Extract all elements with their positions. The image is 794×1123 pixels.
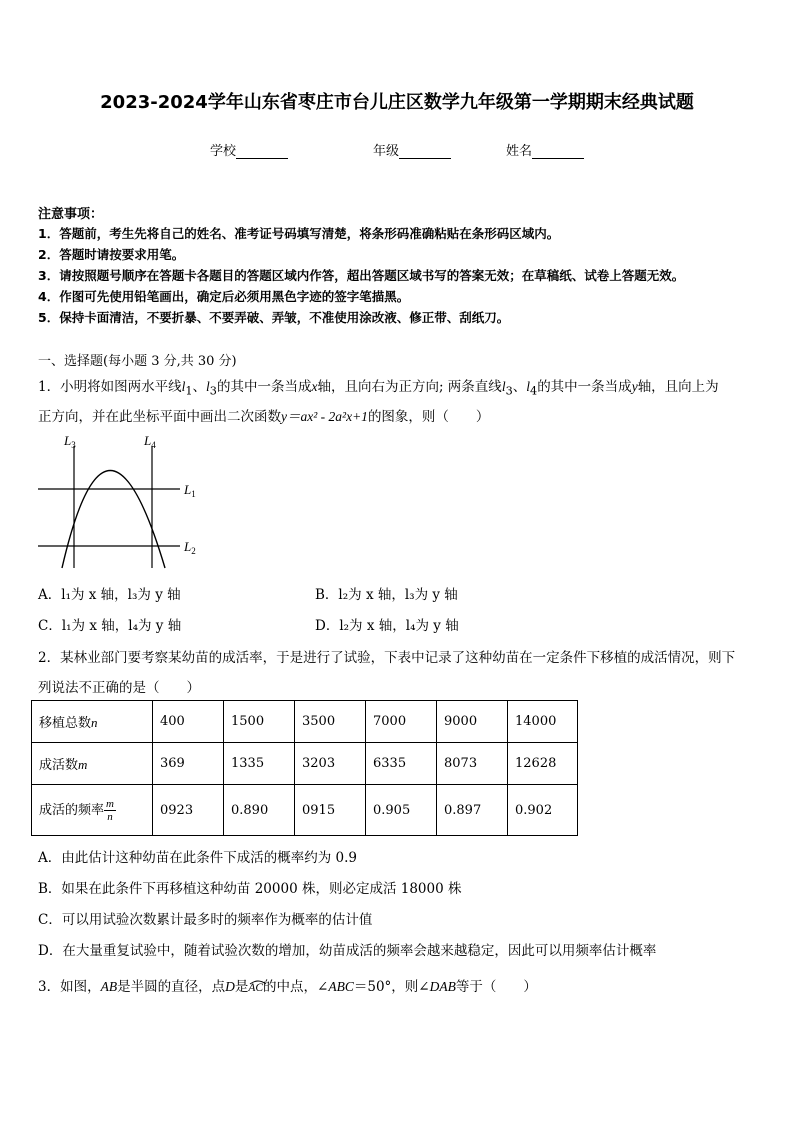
- table-cell: 8073: [437, 743, 508, 785]
- q3-text: 是: [234, 979, 249, 995]
- q3-text: 是半圆的直径，点: [117, 979, 226, 995]
- table-cell: 0923: [153, 785, 224, 836]
- q3-text: 3．如图，: [38, 979, 101, 995]
- survival-table: [31, 700, 578, 836]
- q1-text: 的其中一条当成: [537, 379, 632, 395]
- table-row: [32, 743, 578, 785]
- q1-option-b: B．l₂为 x 轴，l₃为 y 轴: [315, 587, 458, 603]
- table-cell: 0.905: [366, 785, 437, 836]
- q3-var: ABC: [328, 979, 354, 994]
- note-item: 4．作图可先使用铅笔画出，确定后必须用黑色字迹的签字笔描黑。: [38, 289, 410, 304]
- q1-text: 1．小明将如图两水平线: [38, 379, 182, 395]
- q2-option-a: A．由此估计这种幼苗在此条件下成活的概率约为 0.9: [38, 850, 358, 866]
- table-cell: 12628: [508, 743, 578, 785]
- q1-var: l: [526, 379, 531, 394]
- table-row: [32, 701, 578, 743]
- q1-sub: 3: [209, 384, 217, 398]
- q3-var: DAB: [429, 979, 456, 994]
- q3-var: AB: [100, 979, 118, 994]
- arc-ac: AC: [248, 982, 263, 994]
- table-cell: 7000: [366, 701, 437, 743]
- q1-formula: y＝ax² - 2a²x+1: [281, 409, 368, 424]
- q3-line: [38, 975, 537, 995]
- school-label: 学校: [210, 144, 237, 159]
- note-item: 1．答题前，考生先将自己的姓名、准考证号码填写清楚，将条形码准确粘贴在条形码区域内。: [38, 226, 560, 241]
- notes-heading: 注意事项：: [38, 207, 104, 222]
- table-cell: 0.890: [224, 785, 295, 836]
- table-cell: 369: [153, 743, 224, 785]
- q1-option-d: D．l₂为 x 轴，l₄为 y 轴: [315, 618, 459, 634]
- name-label: 姓名: [506, 144, 533, 159]
- table-cell: 1500: [224, 701, 295, 743]
- q1-var: y: [631, 379, 638, 394]
- label-L4: $L_4$: [144, 433, 156, 450]
- q1-option-c: C．l₁为 x 轴，l₄为 y 轴: [38, 618, 182, 634]
- grade-blank: [399, 145, 451, 159]
- label-L2: $L_2$: [184, 539, 196, 556]
- table-row: [32, 785, 578, 836]
- q3-var: D: [225, 979, 235, 994]
- q1-text: 的其中一条当成: [216, 379, 312, 395]
- table-cell: 3203: [295, 743, 366, 785]
- q1-text: 轴，且向上为: [637, 379, 719, 395]
- table-cell: 14000: [508, 701, 578, 743]
- q1-text: 的图象，则（ ）: [367, 409, 490, 425]
- table-cell: 6335: [366, 743, 437, 785]
- label-L1: $L_1$: [184, 482, 196, 499]
- name-blank: [532, 145, 584, 159]
- q1-sub: 3: [505, 384, 513, 398]
- table-cell: 1335: [224, 743, 295, 785]
- table-cell: 0.902: [508, 785, 578, 836]
- q1-sep: 、: [512, 379, 527, 395]
- q1-line1: [38, 375, 719, 398]
- table-row-label: 成活的频率 $\frac{m}{n}$: [32, 785, 153, 836]
- q3-text: 等于（ ）: [455, 979, 537, 995]
- table-cell: 0.897: [437, 785, 508, 836]
- arc-mark-icon: [249, 979, 267, 985]
- q1-option-a: A．l₁为 x 轴，l₃为 y 轴: [38, 587, 181, 603]
- q2-line1: 2．某林业部门要考察某幼苗的成活率，于是进行了试验，下表中记录了这种幼苗在一定条件下移植的成活情况，则下: [38, 650, 736, 666]
- section-heading: 一、选择题(每小题 3 分,共 30 分): [38, 354, 237, 369]
- table-cell: 0915: [295, 785, 366, 836]
- q2-line2: 列说法不正确的是（ ）: [38, 680, 200, 696]
- label-L3: $L_3$: [64, 433, 76, 450]
- q1-line2: [38, 405, 489, 425]
- grade-field: [373, 140, 451, 159]
- q1-text: 正方向，并在此坐标平面中画出二次函数: [38, 409, 281, 425]
- table-row-label: 移植总数n: [32, 701, 153, 743]
- q3-text: ＝50°，则∠: [353, 979, 430, 995]
- table-cell: 3500: [295, 701, 366, 743]
- q1-var: l: [181, 379, 186, 394]
- name-field: [506, 140, 584, 159]
- q1-var: x: [311, 379, 318, 394]
- table-cell: 9000: [437, 701, 508, 743]
- q2-option-c: C．可以用试验次数累计最多时的频率作为概率的估计值: [38, 912, 373, 928]
- note-item: 2．答题时请按要求用笔。: [38, 247, 185, 262]
- q1-figure: [30, 428, 220, 573]
- table-row-label: 成活数m: [32, 743, 153, 785]
- parabola-curve: [62, 471, 165, 569]
- q2-option-d: D．在大量重复试验中，随着试验次数的增加，幼苗成活的频率会越来越稳定，因此可以用频率估计概率: [38, 943, 657, 959]
- q1-sub: 1: [185, 384, 193, 398]
- q3-text: 的中点，∠: [263, 979, 329, 995]
- q1-sub: 4: [530, 384, 538, 398]
- note-item: 5．保持卡面清洁，不要折暴、不要弄破、弄皱，不准使用涂改液、修正带、刮纸刀。: [38, 310, 510, 325]
- page-title: 2023-2024学年山东省枣庄市台儿庄区数学九年级第一学期期末经典试题: [100, 92, 694, 113]
- q1-sep: 、: [192, 379, 207, 395]
- q1-text: 轴，且向右为正方向; 两条直线: [317, 379, 502, 395]
- q2-option-b: B．如果在此条件下再移植这种幼苗 20000 株，则必定成活 18000 株: [38, 881, 462, 897]
- school-field: [210, 140, 288, 159]
- note-item: 3．请按照题号顺序在答题卡各题目的答题区域内作答，超出答题区域书写的答案无效；在草稿纸、试卷上答题无效。: [38, 268, 685, 283]
- school-blank: [236, 145, 288, 159]
- q1-var: l: [206, 379, 210, 394]
- fraction-m-over-n: $\frac{m}{n}$: [106, 797, 114, 823]
- grade-label: 年级: [373, 144, 400, 159]
- q1-var: l: [501, 379, 506, 394]
- table-cell: 400: [153, 701, 224, 743]
